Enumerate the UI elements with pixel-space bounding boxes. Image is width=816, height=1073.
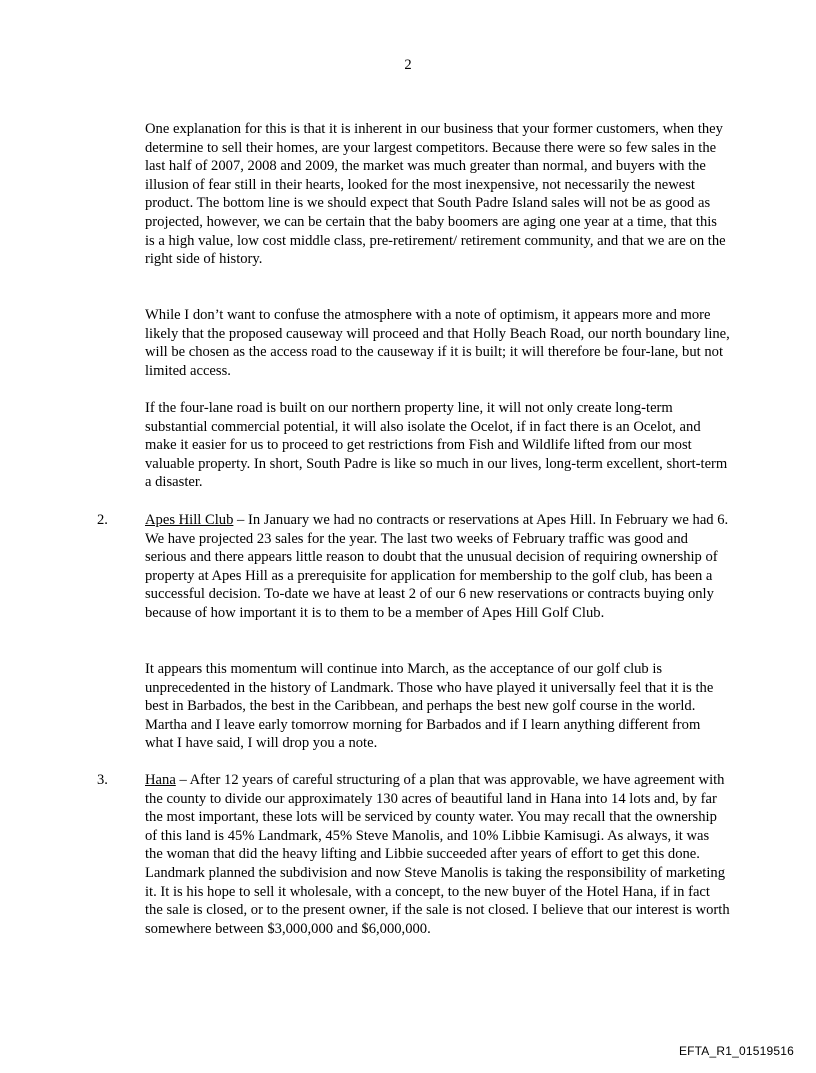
item-heading-apes-hill-club: Apes Hill Club bbox=[145, 512, 234, 528]
item-number-2: 2. bbox=[97, 512, 108, 528]
paragraph-momentum: It appears this momentum will continue into March, as the acceptance of our golf club is unprecedented in the history of Landmark. Those who have played it universally feel that it is the best in Barbados, the best in the Caribbean, and perhaps the best new golf course in the world. Martha and I leave early tomorrow morning for Barbados and if I learn anything different from what I have said, I will drop you a note. bbox=[145, 661, 714, 752]
paragraph-ocelot: If the four-lane road is built on our northern property line, it will not only create long-term substantial commercial potential, it will also isolate the Ocelot, if in fact there is an Ocelot, and make it easier for us to proceed to get restrictions from Fish and Wildlife lifted from our most valuable property. In short, South Padre is like so much in our lives, long-term excellent, short-term a disaster. bbox=[145, 400, 728, 491]
paragraph-market-explanation: One explanation for this is that it is inherent in our business that your former customers, when they determine to sell their homes, are your largest competitors. Because there were so few sales in the last half of 2007, 2008 and 2009, the market was much greater than normal, and buyers with the illusion of fear still in their hearts, looked for the most inexpensive, not necessarily the newest product. The bottom line is we should expect that South Padre Island sales will not be as good as projected, however, we can be certain that the baby boomers are aging one year at a time, that this is a high value, low cost middle class, pre-retirement/ retirement community, and that we are on the right side of history. bbox=[145, 121, 726, 268]
item-hana bbox=[145, 771, 730, 938]
item-heading-hana: Hana bbox=[145, 772, 176, 788]
paragraph-causeway: While I don’t want to confuse the atmosphere with a note of optimism, it appears more and more likely that the proposed causeway will proceed and that Holly Beach Road, our north boundary line, will be chosen as the access road to the causeway if it is built; it will therefore be four-lane, but not limited access. bbox=[145, 307, 730, 379]
item-number-3: 3. bbox=[97, 772, 108, 788]
item-text-hana: – After 12 years of careful structuring of a plan that was approvable, we have agreement with the county to divide our approximately 130 acres of beautiful land in Hana into 14 lots and, by far the most important, these lots will be serviced by county water. You may recall that the ownership of this land is 45% Landmark, 45% Steve Manolis, and 10% Libbie Kamisugi. As always, it was the woman that did the heavy lifting and Libbie succeeded after years of effort to get this done. Landmark planned the subdivision and now Steve Manolis is taking the responsibility of marketing it. It is his hope to sell it wholesale, with a concept, to the new buyer of the Hotel Hana, if in fact the sale is closed, or to the present owner, if the sale is not closed. I believe that our interest is worth somewhere between $3,000,000 and $6,000,000. bbox=[145, 772, 730, 937]
page-number: 2 bbox=[404, 57, 412, 73]
item-text-apes-hill-club: – In January we had no contracts or reservations at Apes Hill. In February we had 6. We have projected 23 sales for the year. The last two weeks of February traffic was good and serious and there appears little reason to doubt that the unusual decision of requiring ownership of property at Apes Hill as a prerequisite for application for membership to the golf club, has been a successful decision. To-date we have at least 2 of our 6 new reservations or contracts buying only because of how important it is to them to be a member of Apes Hill Golf Club. bbox=[145, 512, 729, 621]
item-apes-hill-club bbox=[145, 511, 730, 623]
document-id-stamp: EFTA_R1_01519516 bbox=[678, 1044, 794, 1058]
